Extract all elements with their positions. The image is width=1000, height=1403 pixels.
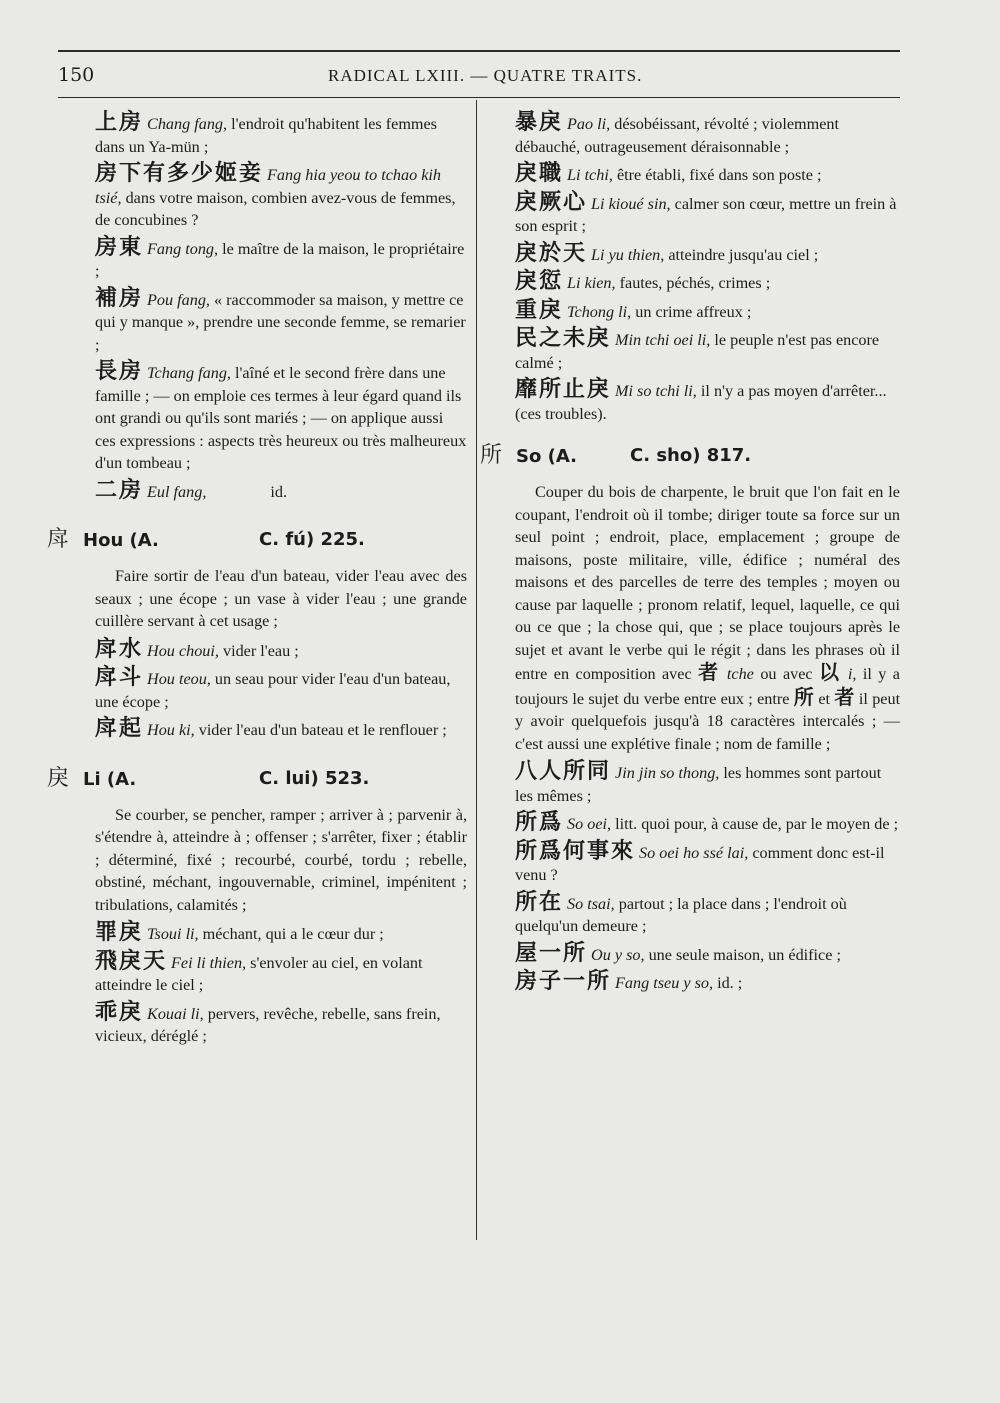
subentry-romanization: Hou teou, [147,670,211,688]
right-column [480,110,901,1000]
subentry-gloss: l'aîné et le second frère dans une famille ; — on emploie ces termes à leur égard quand ils ont grandi ou qu'ils sont mariés ; — on applique aussi ces expressions : aspects très heureux ou très malheureux d'un tombeau ; [95,364,467,472]
subentry [515,271,900,295]
subentry-gloss: une seule maison, un édifice ; [648,945,841,964]
subentry-chars: 戾愆 [515,269,564,294]
subentry [95,636,467,663]
head-char: 戾 [47,765,70,791]
entry-head-so [480,445,900,473]
subentry-gloss: id. ; [717,974,743,992]
subentry-chars: 補房 [95,285,144,311]
subentry-romanization: Li kien, [567,274,616,292]
subentry-gloss: calmer son cœur, mettre un frein à son esprit ; [515,194,897,235]
inline-char: 者 [698,660,721,684]
subentry-gloss: le peuple n'est pas encore calmé ; [515,331,880,372]
subentry [95,999,467,1048]
subentry-gloss: pervers, revêche, rebelle, sans frein, vicieux, déréglé ; [95,1004,441,1045]
subentry-chars: 戽水 [95,636,144,662]
subentry-romanization: Mi so tchi li, [615,382,697,400]
subentry-chars: 房下有多少姬妾 [95,161,264,186]
subentry-romanization: Tchang fang, [147,364,231,382]
hou-subentries [95,636,467,742]
subentry-gloss: id. [270,482,288,501]
inline-char: 者 [834,684,855,709]
subentry-romanization: Ou y so, [591,945,645,964]
subentry-romanization: Fang tseu y so, [615,974,714,992]
definition-li: Se courber, se pencher, ramper ; arriver à ; parvenir à, s'étendre à, atteindre à ; offenser ; s'arrêter, fixer ; établir ; déterminé, fixé ; recourbé, courbé, tordu ; rebelle, obstiné, méchant, ingouvernable, criminel, impénitent ; tribulations, calamités ; [95,805,467,914]
subentry-gloss: le maître de la maison, le propriétaire ; [95,239,465,280]
head-word: Li (A. [83,768,137,790]
subentry-gloss: méchant, qui a le cœur dur ; [202,925,384,943]
subentry-romanization: Hou choui, [147,641,219,660]
head-word: Hou (A. [83,530,159,551]
cantonese-ref: C. sho) 817. [630,445,752,466]
subentry-chars: 屋一所 [515,940,588,966]
subentry [95,163,467,232]
subentry [95,922,467,946]
subentry-gloss: s'envoler au ciel, en volant atteindre le ciel ; [95,953,423,994]
subentry [95,718,467,742]
subentry-gloss: fautes, péchés, crimes ; [619,274,771,292]
subentry-chars: 暴戾 [515,110,564,135]
subentry-chars: 所爲 [515,810,564,835]
subentry [515,940,900,967]
page-number: 150 [58,64,95,86]
subentry-gloss: dans votre maison, combien avez-vous de femmes, de concubines ? [95,188,456,229]
subentry [95,234,467,283]
subentry [95,112,467,158]
definition-text: ou avec [760,665,813,683]
subentry [515,761,900,807]
subentry-romanization: Tsoui li, [147,925,199,943]
subentry [515,163,900,187]
running-head: RADICAL LXIII. — QUATRE TRAITS. [328,66,643,85]
subentry-chars: 房子一所 [515,969,612,994]
subentry [515,971,900,995]
definition-hou: Faire sortir de l'eau d'un bateau, vider l'eau avec des seaux ; une écope ; un vase à vider l'eau ; une grande cuillère servant à cet usage ; [95,567,467,630]
subentry-chars: 乖戾 [95,999,144,1025]
definition-text: il peut y avoir quelquefois jusqu'à 18 caractères intercalés ; — c'est aussi une explétive finale ; nom de famille ; [515,689,901,753]
subentry-romanization: Chang fang, [147,115,228,133]
subentry-chars: 八人所同 [515,759,612,784]
li-subentries [95,922,467,1048]
subentry-gloss: un crime affreux ; [635,302,752,321]
subentry-gloss: comment donc est-il venu ? [515,843,885,884]
subentry-gloss: « raccommoder sa maison, y mettre ce qui y manque », prendre une seconde femme, se remarier ; [95,290,466,354]
subentry [515,379,900,425]
subentry-romanization: Tchong li, [567,302,632,321]
subentry-gloss: il n'y a pas moyen d'arrêter... (ces troubles). [515,382,887,423]
subentry-gloss: vider l'eau ; [223,641,299,660]
subentry-romanization: So oei, [567,815,612,833]
subentry-gloss: désobéissant, révolté ; violemment débauché, outrageusement déraisonnable ; [515,115,840,156]
subentry-chars: 戾厥心 [515,189,588,215]
subentry-chars: 戾於天 [515,240,588,266]
entry-head-li [47,765,467,796]
cantonese-ref: C. fú) 225. [259,529,365,550]
subentry-romanization: Li yu thien, [591,245,665,264]
subentry-gloss: vider l'eau d'un bateau et le renflouer ; [198,721,447,739]
subentry-romanization: Pao li, [567,115,611,133]
subentry-romanization: So oei ho ssé lai, [639,843,749,862]
column-divider [476,100,477,1240]
subentry [515,838,900,887]
subentry-romanization: Fang hia yeou to tchao kih tsié, [95,166,441,207]
subentry-romanization: Eul fang, [147,482,207,501]
page-header [58,64,900,94]
subentry [515,812,900,836]
header-rule [58,97,900,98]
subentry [95,948,467,997]
subentry-gloss: un seau pour vider l'eau d'un bateau, une écope ; [95,670,451,711]
subentry-romanization: Li kioué sin, [591,194,671,213]
subentry-chars: 上房 [95,110,144,135]
cantonese-ref: C. lui) 523. [259,767,370,789]
definition-text: Couper du bois de charpente, le bruit que l'on fait en le coupant, l'endroit où il tombe; diriger toute sa force sur un seul point ; endroit, place, emplacement ; groupe de maisons, poste militaire, ville, édifice ; numéral des maisons et des parcelles de terre des temples ; moyen ou cause par laquelle ; pronom relatif, lequel, laquelle, ce qui ou ce que ; la chose qui, que ; se place toujours après le sujet et avant le verbe qui le régit ; dans les phrases où il entre en composition avec [515,483,900,683]
subentry-gloss: être établi, fixé dans son poste ; [616,166,822,184]
definition-so [515,481,900,755]
subentry [515,112,900,158]
subentry [95,667,467,713]
subentry-romanization: So tsai, [567,894,615,913]
subentry-chars: 戽斗 [95,665,144,690]
subentry [515,189,900,238]
subentry-chars: 罪戾 [95,920,144,945]
subentry-chars: 飛戾天 [95,948,168,974]
subentry [515,297,900,324]
definition-text: et [818,689,831,708]
subentry-gloss: les hommes sont partout les mêmes ; [515,764,882,805]
subentry-chars: 重戾 [515,297,564,323]
head-word: So (A. [516,446,577,467]
inline-roman: i, [847,665,857,683]
head-char: 所 [480,443,503,468]
subentry-romanization: Hou ki, [147,721,195,739]
subentry-romanization: Jin jin so thong, [615,764,720,782]
subentry [515,889,900,938]
subentry-gloss: l'endroit qu'habitent les femmes dans un Ya-mün ; [95,115,437,156]
subentry-chars: 靡所止戾 [515,377,612,402]
subentry-chars: 民之未戾 [515,326,612,351]
subentry-chars: 戾職 [515,161,564,186]
subentry-romanization: Kouai li, [147,1004,204,1023]
subentry-romanization: Fei li thien, [171,953,247,972]
subentry-chars: 二房 [95,477,144,503]
subentry-gloss: litt. quoi pour, à cause de, par le moyen de ; [615,815,899,833]
subentry-gloss: atteindre jusqu'au ciel ; [668,245,819,264]
head-char: 戽 [47,527,70,552]
definition-text: il y a toujours le sujet du verbe entre eux ; entre [515,665,900,708]
top-rule [58,50,900,52]
so-subentries [515,761,900,995]
subentry [95,477,467,504]
subentry-romanization: Fang tong, [147,239,219,258]
subentry [515,240,900,267]
right-top-subentries [515,112,900,425]
subentry-gloss: partout ; la place dans ; l'endroit où quelqu'un demeure ; [515,894,847,935]
subentry-chars: 長房 [95,359,144,384]
subentry-romanization: Pou fang, [147,290,210,309]
left-top-subentries [95,112,467,503]
subentry-chars: 戽起 [95,716,144,741]
subentry-chars: 房東 [95,234,144,260]
subentry-romanization: Li tchi, [567,166,613,184]
subentry [515,328,900,374]
inline-char: 以 [819,660,842,684]
subentry [95,361,467,475]
entry-head-hou [47,529,467,557]
subentry-chars: 所爲何事來 [515,838,636,864]
subentry-chars: 所在 [515,889,564,915]
subentry [95,285,467,357]
subentry-romanization: Min tchi oei li, [615,331,711,349]
left-column [47,110,467,1053]
inline-char: 所 [793,684,815,709]
inline-roman: tche [726,665,754,683]
